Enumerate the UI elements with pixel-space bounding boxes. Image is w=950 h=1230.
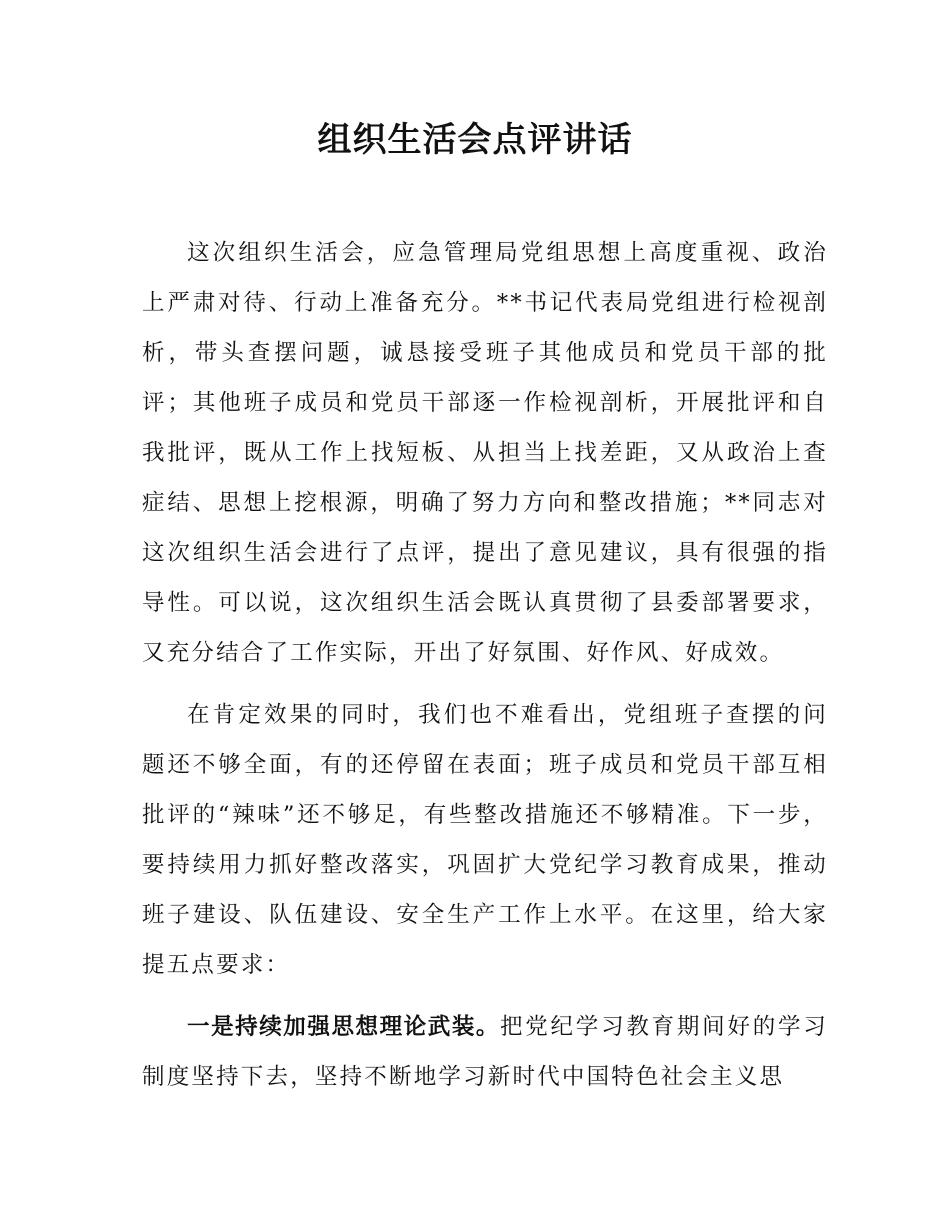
paragraph-3-lead: 一是持续加强思想理论武装。: [187, 1014, 500, 1040]
document-body: [142, 228, 828, 1114]
paragraph-3-text: 把党纪学习教育期间好的学习制度坚持下去，坚持不断地学习新时代中国特色社会主义思: [142, 1014, 828, 1090]
paragraph-2-text: 在肯定效果的同时，我们也不难看出，党组班子查摆的问题还不够全面，有的还停留在表面；班子成员和党员干部互相批评的“辣味”还不够足，有些整改措施还不够精准。下一步，要持续用力抓好整改落实，巩固扩大党纪学习教育成果，推动班子建设、队伍建设、安全生产工作上水平。在这里，给大家提五点要求：: [142, 702, 828, 978]
paragraph-1-text: 这次组织生活会，应急管理局党组思想上高度重视、政治上严肃对待、行动上准备充分。**书记代表局党组进行检视剖析，带头查摆问题，诚恳接受班子其他成员和党员干部的批评；其他班子成员和党员干部逐一作检视剖析，开展批评和自我批评，既从工作上找短板、从担当上找差距，又从政治上查症结、思想上挖根源，明确了努力方向和整改措施；**同志对这次组织生活会进行了点评，提出了意见建议，具有很强的指导性。可以说，这次组织生活会既认真贯彻了县委部署要求，又充分结合了工作实际，开出了好氛围、好作风、好成效。: [142, 240, 828, 666]
document-title: 组织生活会点评讲话: [317, 120, 633, 160]
paragraph-3: [142, 1002, 828, 1102]
paragraph-2: [142, 690, 828, 990]
paragraph-1: [142, 228, 828, 678]
